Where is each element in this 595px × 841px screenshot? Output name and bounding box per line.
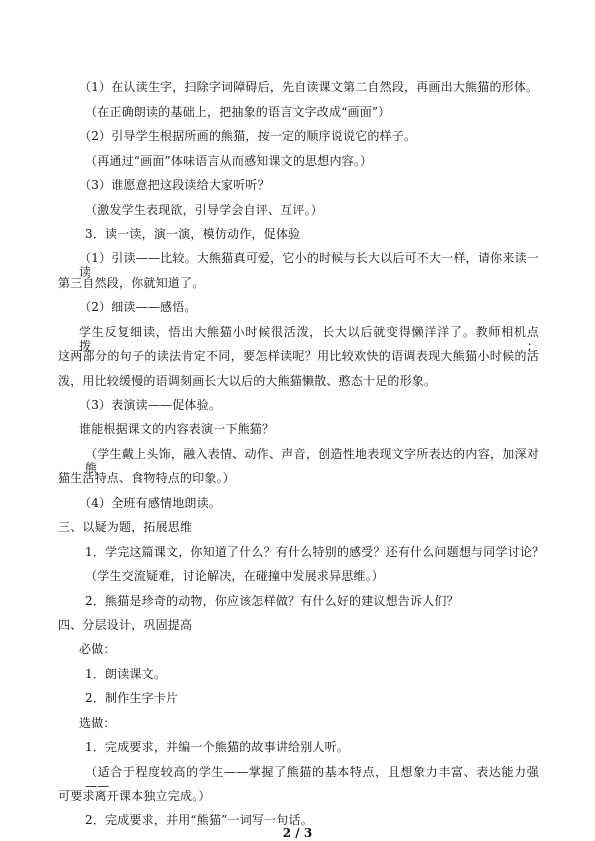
page-number: 2 / 3 [282,826,313,840]
text-line: 选做： [79,716,116,730]
text-line: （4）全班有感情地朗读。 [79,496,222,510]
text-line: 必做： [79,642,116,656]
text-line: （2）细读——感悟。 [79,300,197,314]
text-line: 2．完成要求，并用“熊猫”一词写一句话。 [85,813,313,827]
text-line: 泼，用比较缓慢的语调刻画长大以后的大熊猫懒散、憨态十足的形象。 [58,374,437,388]
text-line: 2．制作生字卡片 [85,691,179,705]
text-line: （适合于程度较高的学生——掌握了熊猫的基本特点，且想象力丰富、表达能力强—— [85,765,539,793]
text-line: （再通过“画面”体味语言从而感知课文的思想内容。） [85,154,373,168]
text-line: 第三自然段，你就知道了。 [58,276,205,290]
section-heading: 3．读一读，演一演，模仿动作，促体验 [85,227,301,241]
text-line: （学生交流疑难，讨论解决，在碰撞中发展求异思维。） [85,569,385,583]
text-line: （学生戴上头饰，融入表情、动作、声音，创造性地表现文字所表达的内容，加深对熊 [85,447,539,475]
text-line: （3）表演读——促体验。 [79,398,222,412]
text-line: 1．朗读课文。 [85,667,167,681]
text-line: （3）谁愿意把这段读给大家听听？ [79,178,270,192]
text-line: 学生反复细读，悟出大熊猫小时候很活泼，长大以后就变得懒洋洋了。教师相机点拨： [79,325,539,353]
text-line: 2．熊猫是珍奇的动物，你应该怎样做？有什么好的建议想告诉人们？ [85,594,459,608]
text-line: 可要求离开课本独立完成。） [58,789,211,803]
text-line: （在正确朗读的基础上，把抽象的语言文字改成“画面”） [85,105,391,119]
section-heading: 四、分层设计，巩固提高 [58,618,193,632]
text-line: 猫生活特点、食物特点的印象。） [58,471,236,485]
text-line: （1）在认读生字，扫除字词障碍后，先自读课文第二自然段，再画出大熊猫的形体。 [79,80,539,94]
text-line: （1）引读——比较。大熊猫真可爱，它小的时候与长大以后可不大一样，请你来读一读 [79,251,539,279]
text-line: 1．完成要求，并编一个熊猫的故事讲给别人听。 [85,740,350,754]
text-line: 1．学完这篇课文，你知道了什么？有什么特别的感受？还有什么问题想与同学讨论？ [85,545,545,559]
text-line: （激发学生表现欲，引导学会自评、互评。） [85,203,324,217]
text-line: 这两部分的句子的读法肯定不同，要怎样读呢？用比较欢快的语调表现大熊猫小时候的活 [58,349,539,363]
section-heading: 三、以疑为题，拓展思维 [58,520,193,534]
text-line: （2）引导学生根据所画的熊猫，按一定的顺序说说它的样子。 [79,129,417,143]
text-line: 谁能根据课文的内容表演一下熊猫？ [79,422,275,436]
